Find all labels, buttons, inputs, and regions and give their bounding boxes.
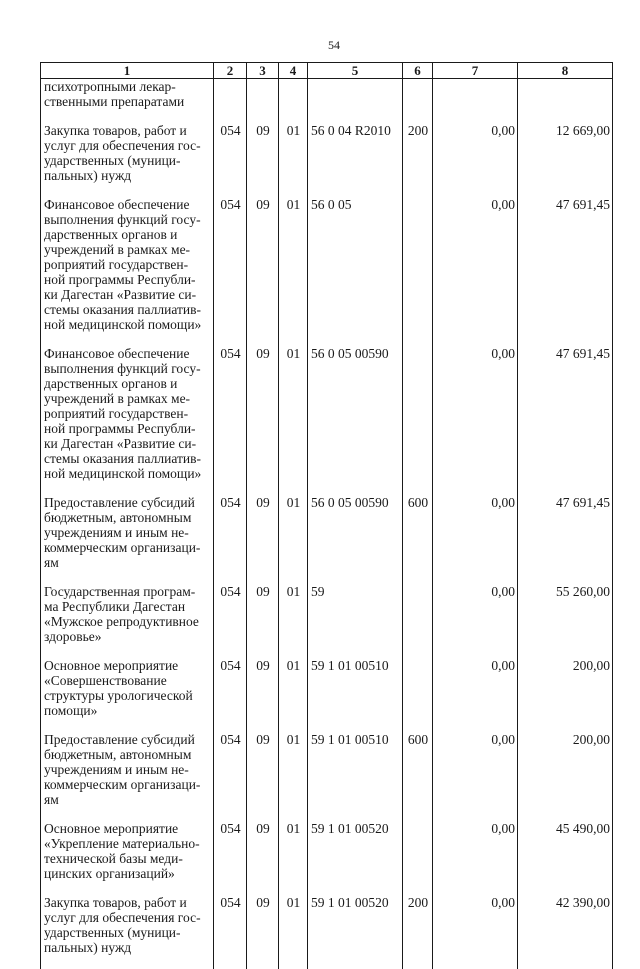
cell-col8: [518, 79, 613, 124]
table-row: [41, 895, 613, 969]
cell-col5: 59 1 01 00520: [308, 895, 403, 969]
cell-col6: 200: [403, 895, 433, 969]
cell-col2: 054: [214, 495, 247, 584]
column-header: 8: [518, 63, 613, 79]
cell-col7: 0,00: [433, 584, 518, 658]
table-row: [41, 584, 613, 658]
cell-col7: 0,00: [433, 658, 518, 732]
cell-col6: [403, 821, 433, 895]
column-header: 5: [308, 63, 403, 79]
cell-col7: 0,00: [433, 495, 518, 584]
cell-col2: 054: [214, 584, 247, 658]
cell-col8: 200,00: [518, 658, 613, 732]
row-name: Закупка товаров, работ и услуг для обеспечения гос- ударственных (муници- пальных) нужд: [41, 895, 214, 969]
column-header: 4: [279, 63, 308, 79]
cell-col2: 054: [214, 821, 247, 895]
table-row: [41, 495, 613, 584]
cell-col8: 12 669,00: [518, 123, 613, 197]
cell-col3: 09: [247, 346, 279, 495]
cell-col5: 56 0 05: [308, 197, 403, 346]
cell-col4: 01: [279, 584, 308, 658]
cell-col5: 59: [308, 584, 403, 658]
cell-col5: 59 1 01 00510: [308, 658, 403, 732]
cell-col8: 42 390,00: [518, 895, 613, 969]
cell-col2: 054: [214, 895, 247, 969]
cell-col3: 09: [247, 123, 279, 197]
cell-col4: 01: [279, 197, 308, 346]
cell-col3: 09: [247, 495, 279, 584]
table-row: [41, 658, 613, 732]
cell-col5: 56 0 05 00590: [308, 495, 403, 584]
cell-col3: [247, 79, 279, 124]
row-name: Основное мероприятие «Совершенствование структуры урологической помощи»: [41, 658, 214, 732]
cell-col6: [403, 197, 433, 346]
table-row: [41, 346, 613, 495]
column-header: 2: [214, 63, 247, 79]
page-number: 54: [328, 38, 340, 52]
cell-col2: 054: [214, 732, 247, 821]
cell-col7: 0,00: [433, 732, 518, 821]
cell-col2: [214, 79, 247, 124]
cell-col4: 01: [279, 346, 308, 495]
cell-col2: 054: [214, 658, 247, 732]
cell-col2: 054: [214, 346, 247, 495]
cell-col6: [403, 346, 433, 495]
table-row: [41, 79, 613, 124]
cell-col6: 200: [403, 123, 433, 197]
cell-col7: 0,00: [433, 197, 518, 346]
table-row: [41, 197, 613, 346]
cell-col4: 01: [279, 821, 308, 895]
row-name: Основное мероприятие «Укрепление материально- технической базы меди- цинских организаций»: [41, 821, 214, 895]
column-header: 3: [247, 63, 279, 79]
cell-col6: [403, 584, 433, 658]
cell-col8: 55 260,00: [518, 584, 613, 658]
cell-col4: 01: [279, 658, 308, 732]
cell-col3: 09: [247, 895, 279, 969]
cell-col8: 47 691,45: [518, 197, 613, 346]
cell-col2: 054: [214, 197, 247, 346]
cell-col3: 09: [247, 821, 279, 895]
cell-col4: [279, 79, 308, 124]
cell-col4: 01: [279, 123, 308, 197]
cell-col6: 600: [403, 495, 433, 584]
cell-col7: 0,00: [433, 346, 518, 495]
cell-col3: 09: [247, 197, 279, 346]
row-name: Финансовое обеспечение выполнения функций госу- дарственных органов и учреждений в рамках ме- роприятий государствен- ной программы Республи- ки Дагестан «Развитие си- стемы оказания паллиатив- ной медицинской помощи»: [41, 197, 214, 346]
cell-col8: 200,00: [518, 732, 613, 821]
cell-col8: 45 490,00: [518, 821, 613, 895]
row-name: Закупка товаров, работ и услуг для обеспечения гос- ударственных (муници- пальных) нужд: [41, 123, 214, 197]
cell-col7: [433, 79, 518, 124]
cell-col4: 01: [279, 895, 308, 969]
cell-col5: 56 0 04 R2010: [308, 123, 403, 197]
cell-col6: [403, 79, 433, 124]
cell-col4: 01: [279, 732, 308, 821]
column-header: 6: [403, 63, 433, 79]
cell-col7: 0,00: [433, 895, 518, 969]
cell-col3: 09: [247, 732, 279, 821]
cell-col2: 054: [214, 123, 247, 197]
table-row: [41, 123, 613, 197]
cell-col5: [308, 79, 403, 124]
row-name: Финансовое обеспечение выполнения функций госу- дарственных органов и учреждений в рамках ме- роприятий государствен- ной программы Республи- ки Дагестан «Развитие си- стемы оказания паллиатив- ной медицинской помощи»: [41, 346, 214, 495]
column-header: 1: [41, 63, 214, 79]
cell-col5: 59 1 01 00520: [308, 821, 403, 895]
cell-col3: 09: [247, 658, 279, 732]
table-header-row: [41, 63, 613, 79]
table-row: [41, 732, 613, 821]
cell-col7: 0,00: [433, 821, 518, 895]
cell-col6: [403, 658, 433, 732]
table-row: [41, 821, 613, 895]
cell-col5: 59 1 01 00510: [308, 732, 403, 821]
row-name: психотропными лекар- ственными препаратами: [41, 79, 214, 124]
column-header: 7: [433, 63, 518, 79]
cell-col4: 01: [279, 495, 308, 584]
budget-table: [40, 62, 613, 969]
cell-col5: 56 0 05 00590: [308, 346, 403, 495]
row-name: Предоставление субсидий бюджетным, автономным учреждениям и иным не- коммерческим организаци- ям: [41, 732, 214, 821]
row-name: Предоставление субсидий бюджетным, автономным учреждениям и иным не- коммерческим организаци- ям: [41, 495, 214, 584]
cell-col7: 0,00: [433, 123, 518, 197]
cell-col8: 47 691,45: [518, 346, 613, 495]
cell-col8: 47 691,45: [518, 495, 613, 584]
cell-col3: 09: [247, 584, 279, 658]
row-name: Государственная програм- ма Республики Дагестан «Мужское репродуктивное здоровье»: [41, 584, 214, 658]
cell-col6: 600: [403, 732, 433, 821]
